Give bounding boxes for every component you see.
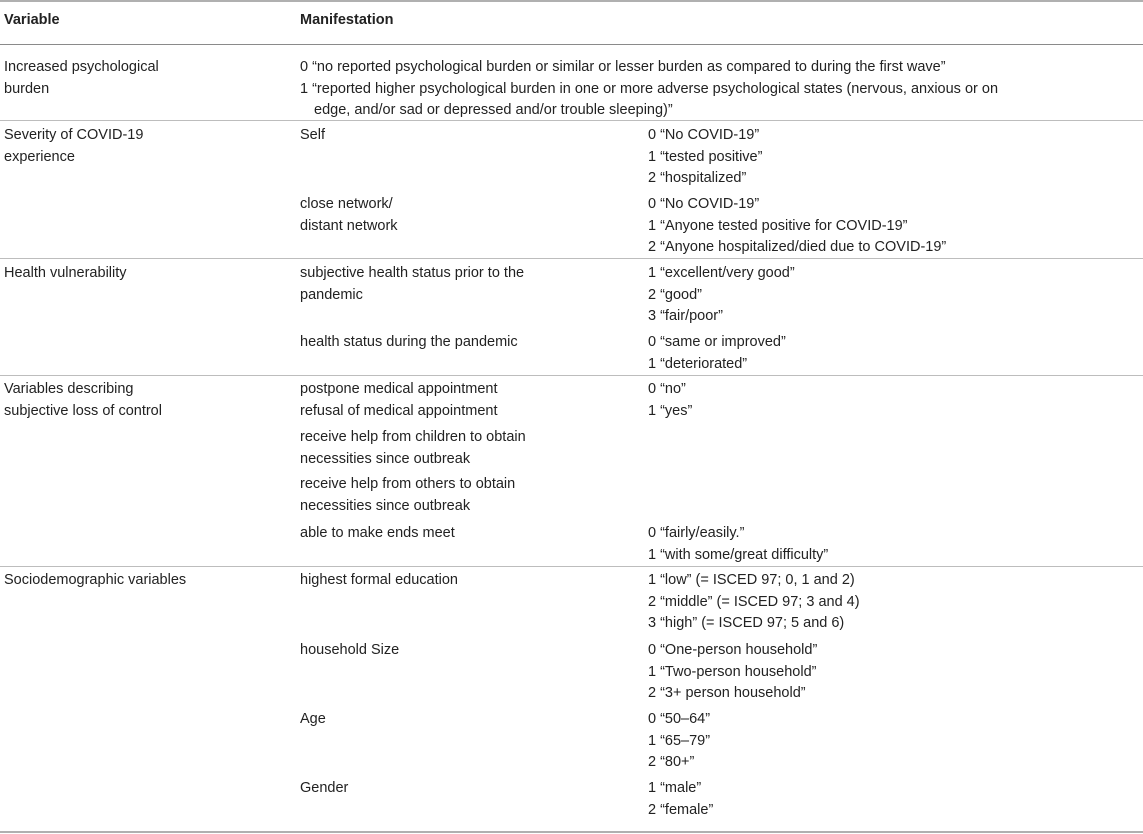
code-list: 0 “no” 1 “yes” <box>648 381 693 419</box>
code-list: 0 “50–64” 1 “65–79” 2 “80+” <box>648 711 711 770</box>
code-list: 0 “same or improved” 1 “deteriorated” <box>648 334 786 372</box>
sub-variable-label: Self <box>300 127 325 143</box>
header-rule <box>0 44 1143 45</box>
code-list: 0 “No COVID-19” 1 “Anyone tested positive for COVID-19” 2 “Anyone hospitalized/died due to COVID-19” <box>648 196 947 255</box>
variable-cell: Variables describing subjective loss of control <box>4 381 162 419</box>
code-list: 0 “One-person household” 1 “Two-person household” 2 “3+ person household” <box>648 642 818 701</box>
variable-cell: Severity of COVID-19 experience <box>4 127 144 165</box>
variable-cell: Health vulnerability <box>4 265 127 281</box>
sub-variable-label: close network/ distant network <box>300 196 398 234</box>
sub-variable-label: subjective health status prior to the pandemic <box>300 265 525 303</box>
manifestation-cell: 0 “no reported psychological burden or similar or lesser burden as compared to during the first wave” 1 “reported higher psychological burden in one or more adverse psychological states (nervous, anxious or on edge, and/or sad or depressed and/or trouble sleeping)” <box>300 59 999 118</box>
sub-variable-label: postpone medical appointment refusal of medical appointment <box>300 381 498 419</box>
sub-variable-label: able to make ends meet <box>300 525 455 541</box>
code-list: 0 “No COVID-19” 1 “tested positive” 2 “hospitalized” <box>648 127 763 186</box>
variable-cell: Increased psychological burden <box>4 59 159 97</box>
table-top-rule <box>0 0 1143 2</box>
sub-variable-label: household Size <box>300 642 400 658</box>
sub-variable-label: receive help from others to obtain necessities since outbreak <box>300 476 516 514</box>
section-rule <box>0 566 1143 567</box>
sub-variable-label: health status during the pandemic <box>300 334 518 350</box>
code-list: 0 “fairly/easily.” 1 “with some/great difficulty” <box>648 525 829 563</box>
table-bottom-rule <box>0 831 1143 833</box>
section-rule <box>0 375 1143 376</box>
sub-variable-label: highest formal education <box>300 572 458 588</box>
section-rule <box>0 120 1143 121</box>
header-variable: Variable <box>4 12 60 28</box>
section-rule <box>0 258 1143 259</box>
sub-variable-label: Gender <box>300 780 349 796</box>
code-list: 1 “low” (= ISCED 97; 0, 1 and 2) 2 “middle” (= ISCED 97; 3 and 4) 3 “high” (= ISCED 97; 5 and 6) <box>648 572 860 631</box>
code-list: 1 “male” 2 “female” <box>648 780 714 818</box>
variable-cell: Sociodemographic variables <box>4 572 187 588</box>
code-list: 1 “excellent/very good” 2 “good” 3 “fair/poor” <box>648 265 795 324</box>
header-manifestation: Manifestation <box>300 12 394 28</box>
sub-variable-label: receive help from children to obtain necessities since outbreak <box>300 429 526 467</box>
sub-variable-label: Age <box>300 711 326 727</box>
